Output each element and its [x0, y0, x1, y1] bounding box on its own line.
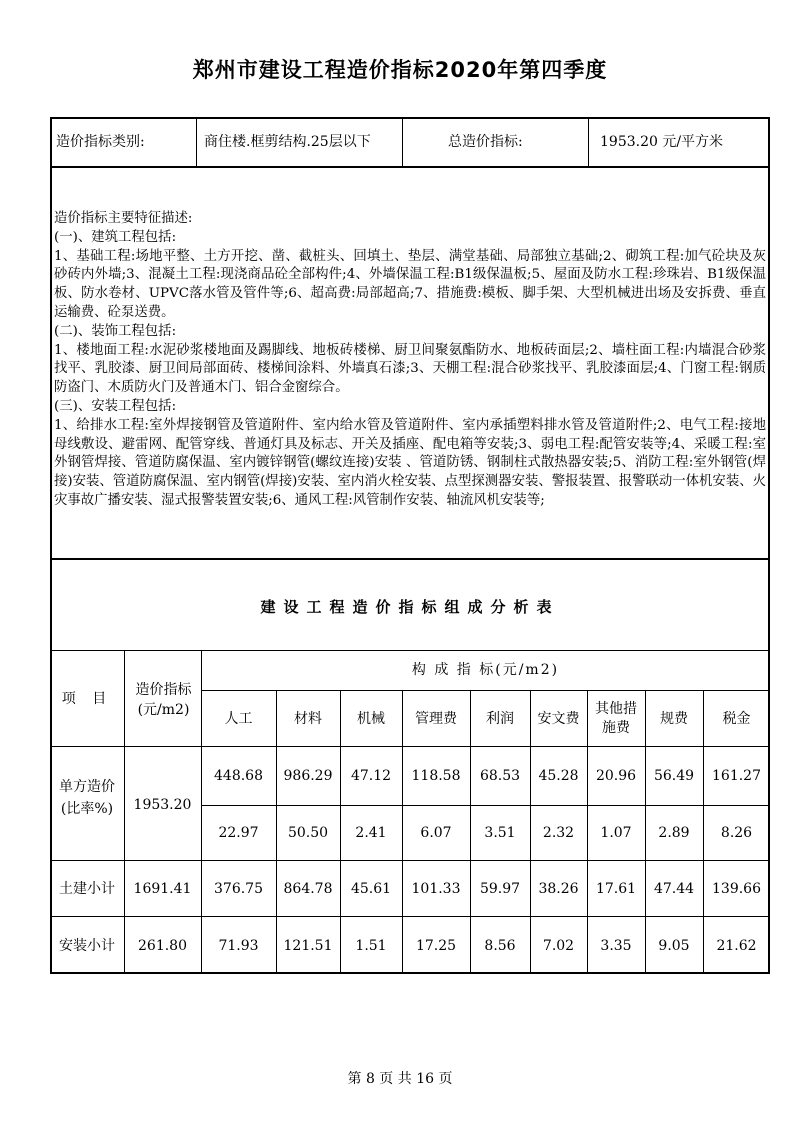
- civil-value: 101.33: [411, 881, 461, 897]
- total-label: 总造价指标:: [448, 134, 523, 150]
- page-title: 郑州市建设工程造价指标2020年第四季度: [192, 58, 608, 82]
- component-header: 安文费: [537, 711, 580, 727]
- desc-section-3-body: 1、给排水工程:室外焊接钢管及管道附件、室内给水管及管道附件、室内承插塑料排水管及管道附件;2、电气工程:接地母线敷设、避雷网、配管穿线、普通灯具及标志、开关及插座、配电箱等安装;3、弱电工程:配管安装等;4、采暖工程:室外钢管焊接、管道防腐保温、室内镀锌钢管(螺纹连接)安装 、管道防锈、钢制柱式散热器安装;5、消防工程:室外钢管(焊接)安装、管道防腐保温、室内钢管(焊接)安装、室内消火栓安装、点型探测器安装、警报装置、报警联动一体机安装、火灾事故广播安装、湿式报警装置安装;6、通风工程:风管制作安装、轴流风机安装等;: [54, 417, 766, 508]
- total-value: 1953.20 元/平方米: [600, 134, 724, 150]
- category-value: 商住楼.框剪结构.25层以下: [204, 134, 371, 150]
- desc-section-3-title: (三)、安装工程包括:: [54, 398, 177, 414]
- civil-label: 土建小计: [59, 881, 115, 897]
- header-item: 项 目: [61, 691, 113, 707]
- unit-value: 448.68: [214, 768, 263, 784]
- install-total: 261.80: [138, 938, 187, 954]
- component-header: 税金: [722, 711, 751, 727]
- header-cost-index: 造价指标(元/m2): [135, 682, 192, 718]
- ratio-value: 6.07: [420, 825, 452, 841]
- unit-value: 68.53: [479, 768, 521, 784]
- component-header: 管理费: [415, 711, 457, 727]
- desc-section-2-title: (二)、装饰工程包括:: [54, 323, 177, 339]
- header-composition: 构 成 指 标(元/m2): [411, 662, 560, 678]
- install-value: 21.62: [716, 938, 757, 954]
- unit-value: 56.49: [653, 768, 695, 784]
- install-value: 3.35: [600, 938, 632, 954]
- unit-value: 161.27: [712, 768, 761, 784]
- ratio-value: 3.51: [484, 825, 516, 841]
- unit-value: 986.29: [283, 768, 333, 784]
- civil-value: 17.61: [595, 881, 637, 897]
- install-value: 8.56: [484, 938, 516, 954]
- civil-value: 47.44: [653, 881, 695, 897]
- unit-value: 20.96: [595, 768, 637, 784]
- feature-description: [54, 210, 766, 511]
- unit-total: 1953.20: [133, 797, 192, 813]
- component-header: 人工: [224, 711, 253, 727]
- unit-row-label: 单方造价(比率%): [59, 779, 115, 817]
- civil-value: 864.78: [283, 881, 333, 897]
- ratio-value: 2.41: [355, 825, 387, 841]
- page-number: 第 8 页 共 16 页: [347, 1071, 453, 1087]
- desc-section-1-title: (一)、建筑工程包括:: [54, 229, 177, 245]
- install-value: 9.05: [658, 938, 690, 954]
- ratio-value: 1.07: [600, 825, 632, 841]
- install-value: 17.25: [415, 938, 457, 954]
- civil-value: 38.26: [538, 881, 579, 897]
- install-value: 121.51: [283, 938, 333, 954]
- civil-value: 59.97: [479, 881, 521, 897]
- install-value: 7.02: [542, 938, 575, 954]
- install-label: 安装小计: [59, 938, 115, 954]
- unit-value: 47.12: [350, 768, 392, 784]
- unit-value: 45.28: [538, 768, 579, 784]
- analysis-title: 建设工程造价指标组成分析表: [260, 598, 560, 616]
- civil-value: 376.75: [214, 881, 263, 897]
- civil-total: 1691.41: [133, 881, 192, 897]
- ratio-value: 2.32: [542, 825, 575, 841]
- desc-section-1-body: 1、基础工程:场地平整、土方开挖、凿、截桩头、回填土、垫层、满堂基础、局部独立基础;2、砌筑工程:加气砼块及灰砂砖内外墙;3、混凝土工程:现浇商品砼全部构件;4、外墙保温工程:B1级保温板;5、屋面及防水工程:珍珠岩、B1级保温板、防水卷材、UPVC落水管及管件等;6、超高费:局部超高;7、措施费:模板、脚手架、大型机械进出场及安拆费、垂直运输费、砼泵送费。: [54, 248, 766, 320]
- component-header: 其他措施费: [595, 701, 637, 736]
- component-header: 机械: [357, 711, 385, 727]
- unit-value: 118.58: [411, 768, 461, 784]
- ratio-value: 50.50: [287, 825, 329, 841]
- civil-value: 139.66: [712, 881, 761, 897]
- install-value: 71.93: [218, 938, 259, 954]
- ratio-value: 22.97: [218, 825, 259, 841]
- desc-section-2-body: 1、楼地面工程:水泥砂浆楼地面及踢脚线、地板砖楼梯、厨卫间聚氨酯防水、地板砖面层;2、墙柱面工程:内墙混合砂浆找平、乳胶漆、厨卫间局部面砖、楼梯间涂料、外墙真石漆;3、天棚工程:混合砂浆找平、乳胶漆面层;4、门窗工程:钢质防盗门、木质防火门及普通木门、铝合金窗综合。: [54, 342, 766, 396]
- desc-heading: 造价指标主要特征描述:: [54, 211, 193, 226]
- ratio-value: 2.89: [658, 825, 690, 841]
- component-header: 规费: [660, 711, 688, 727]
- ratio-value: 8.26: [720, 825, 753, 841]
- component-header: 利润: [486, 711, 514, 727]
- civil-value: 45.61: [350, 881, 392, 897]
- install-value: 1.51: [355, 938, 387, 954]
- category-label: 造价指标类别:: [56, 134, 145, 150]
- component-header: 材料: [294, 711, 322, 727]
